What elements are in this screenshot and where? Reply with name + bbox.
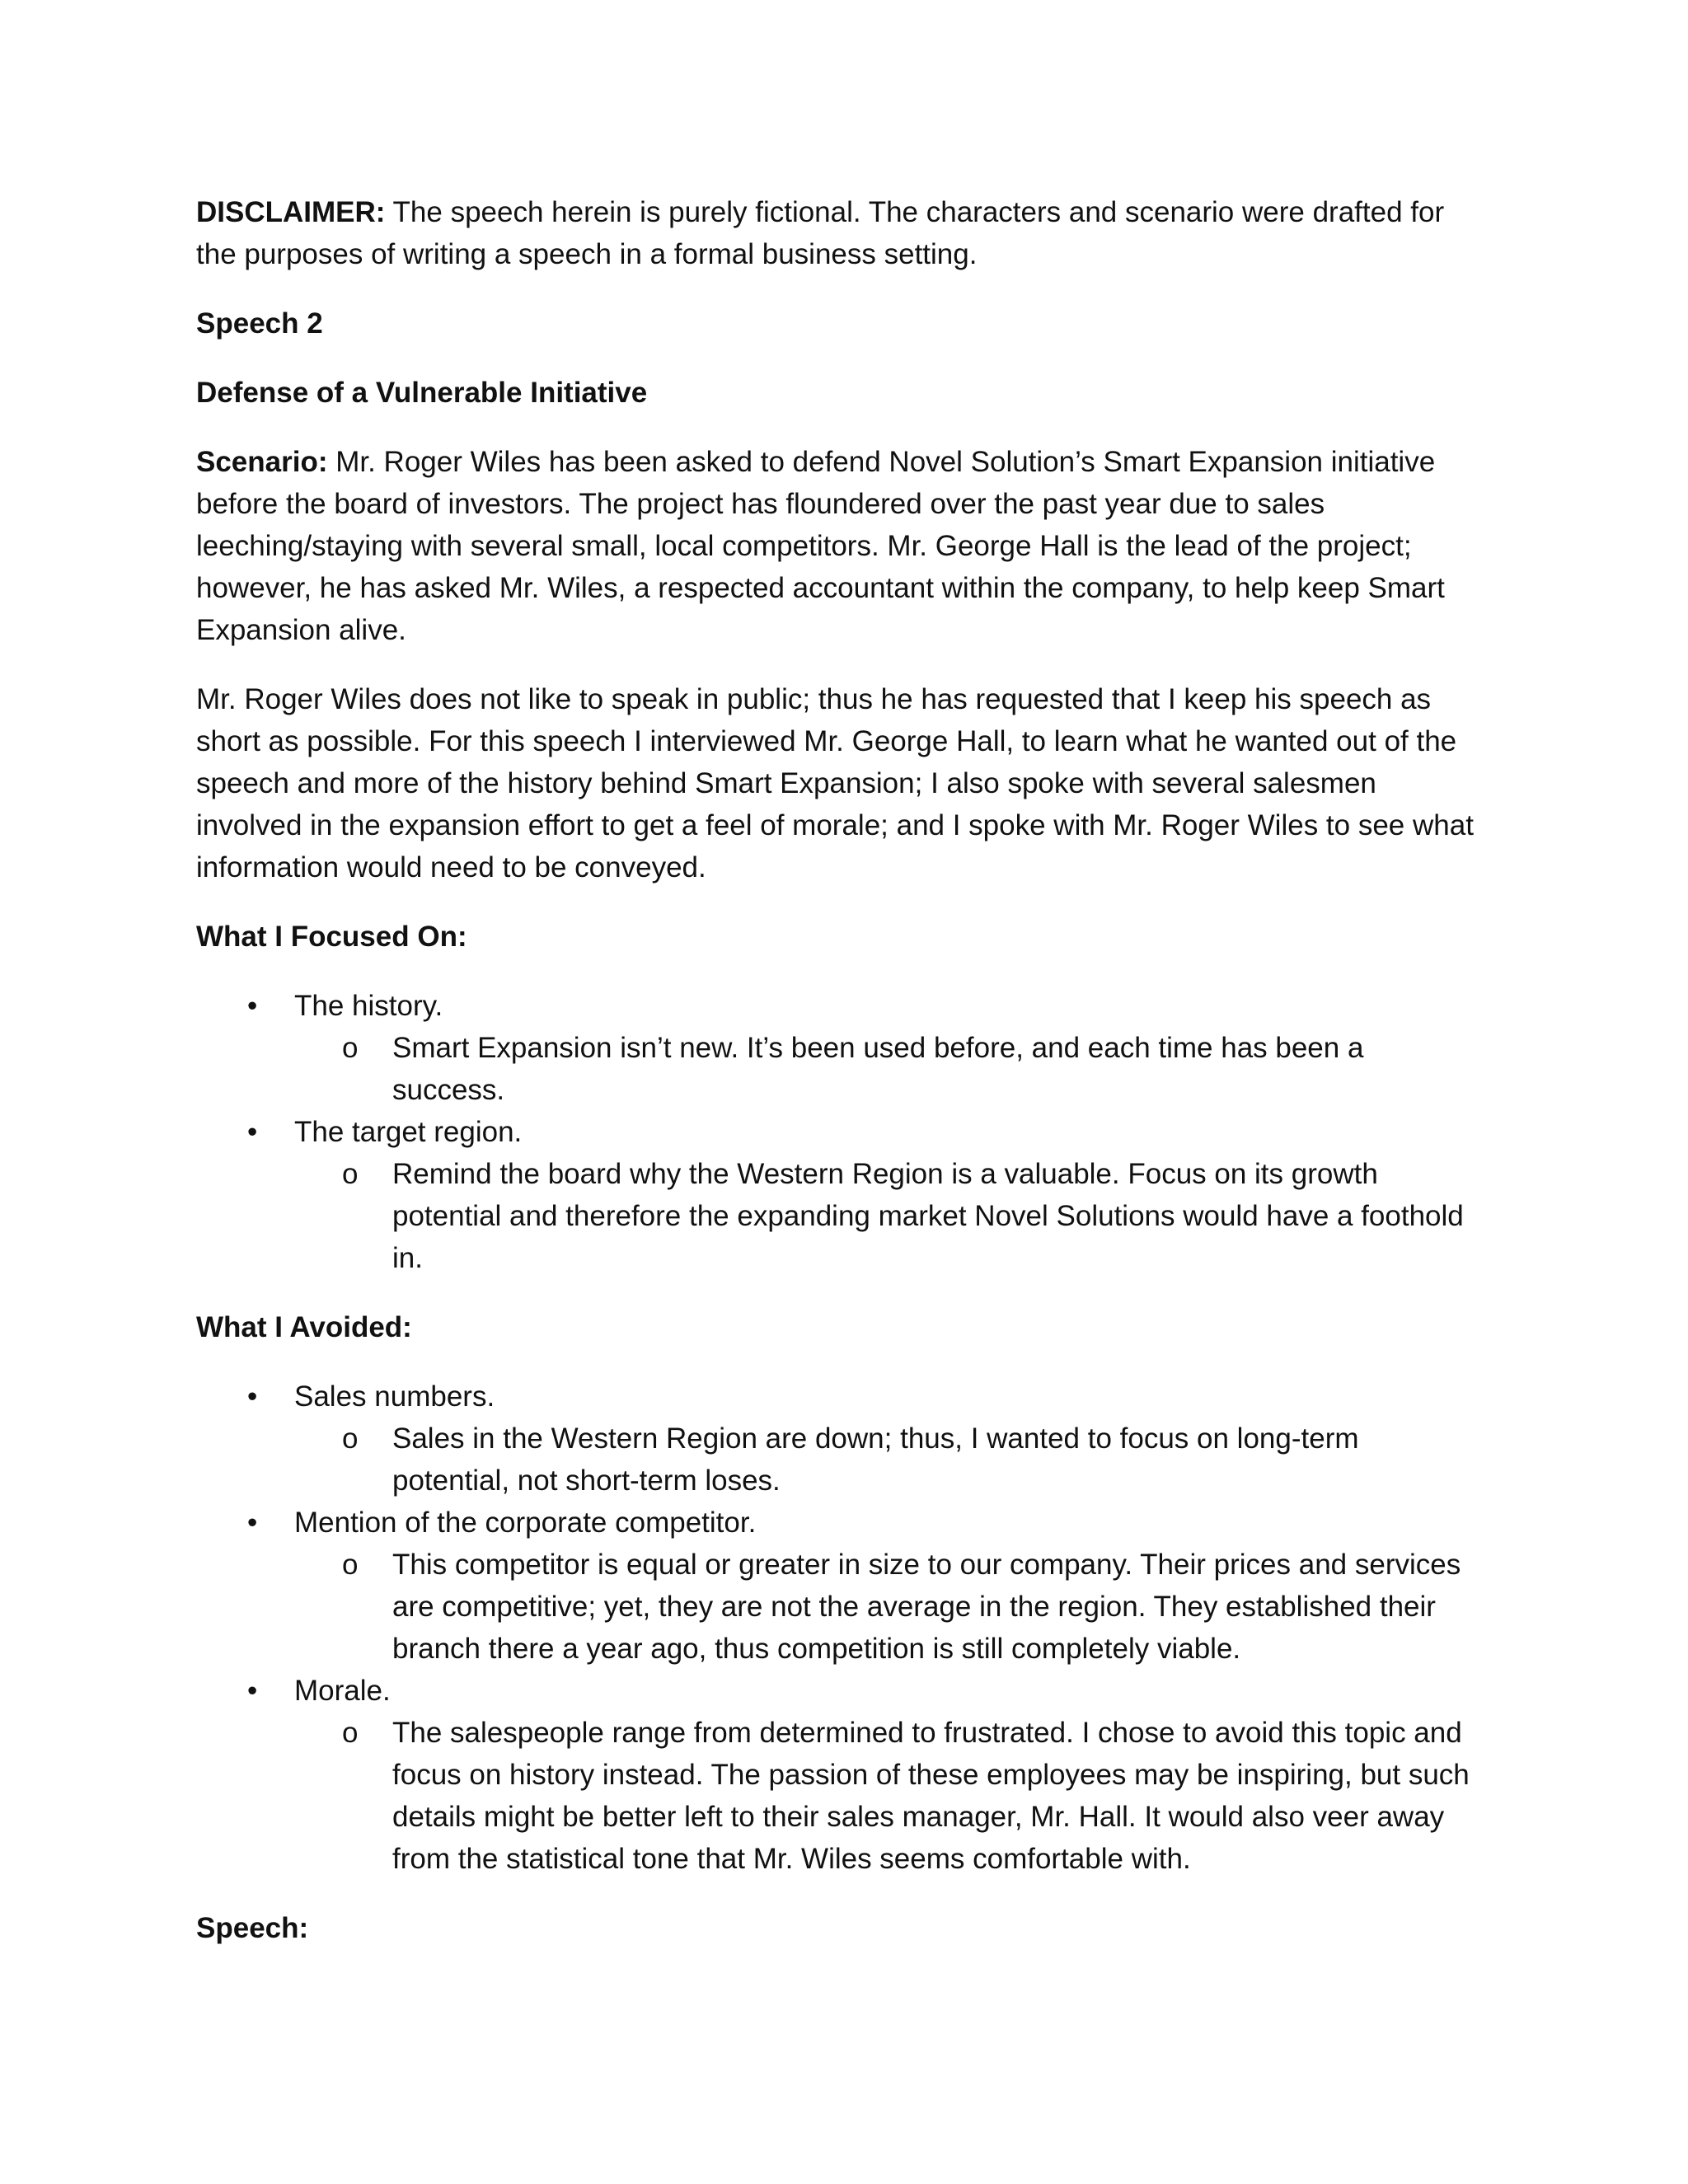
list-item xyxy=(196,1670,1482,1880)
list-item-text: The history. xyxy=(294,990,443,1022)
bullet-circle-icon: o xyxy=(342,1032,359,1064)
speech-title-heading: Defense of a Vulnerable Initiative xyxy=(196,377,648,409)
focused-heading: What I Focused On: xyxy=(196,921,467,953)
list-item-text: Sales numbers. xyxy=(294,1380,495,1413)
list-item xyxy=(196,1502,1482,1670)
sub-list-item-text: The salespeople range from determined to frustrated. I chose to avoid this topic and focus on history instead. The passion of these employees may be inspiring, but such details might be better left to their sales manager, Mr. Hall. It would also veer away from the statistical tone that Mr. Wiles seems comfortable with. xyxy=(392,1717,1470,1875)
disclaimer-paragraph xyxy=(196,191,1482,275)
bullet-dot-icon: • xyxy=(247,1507,258,1539)
disclaimer-label: DISCLAIMER: xyxy=(196,196,386,228)
bullet-dot-icon: • xyxy=(247,1675,258,1707)
bullet-dot-icon: • xyxy=(247,990,258,1022)
sub-list-item xyxy=(294,1418,1482,1502)
scenario-label: Scenario: xyxy=(196,446,328,478)
list-item-text: Morale. xyxy=(294,1675,391,1707)
intro-paragraph: Mr. Roger Wiles does not like to speak in public; thus he has requested that I keep his speech as short as possible. For this speech I interviewed Mr. George Hall, to learn what he wanted out of the speech and more of the history behind Smart Expansion; I also spoke with several salesmen involved in the expansion effort to get a feel of morale; and I spoke with Mr. Roger Wiles to see what information would need to be conveyed. xyxy=(196,683,1474,883)
speech-heading: Speech: xyxy=(196,1912,309,1944)
sub-list-item-text: Remind the board why the Western Region is a valuable. Focus on its growth potential and therefore the expanding market Novel Solutions would have a foothold in. xyxy=(392,1158,1464,1274)
sub-list xyxy=(294,1544,1482,1670)
list-item xyxy=(196,985,1482,1111)
document-body xyxy=(196,191,1482,1976)
bullet-dot-icon: • xyxy=(247,1116,258,1148)
list-item-text: The target region. xyxy=(294,1116,523,1148)
list-item xyxy=(196,1376,1482,1502)
bullet-dot-icon: • xyxy=(247,1380,258,1413)
bullet-circle-icon: o xyxy=(342,1717,359,1749)
speech-number-heading: Speech 2 xyxy=(196,307,323,340)
avoided-list xyxy=(196,1376,1482,1880)
sub-list-item-text: Sales in the Western Region are down; thus, I wanted to focus on long-term potential, not short-term loses. xyxy=(392,1422,1359,1497)
sub-list-item xyxy=(294,1712,1482,1880)
sub-list-item xyxy=(294,1153,1482,1279)
avoided-heading: What I Avoided: xyxy=(196,1311,412,1343)
list-item xyxy=(196,1111,1482,1279)
sub-list-item xyxy=(294,1027,1482,1111)
sub-list xyxy=(294,1418,1482,1502)
focused-list xyxy=(196,985,1482,1279)
disclaimer-text: The speech herein is purely fictional. The characters and scenario were drafted for the purposes of writing a speech in a formal business setting. xyxy=(196,196,1445,270)
scenario-text: Mr. Roger Wiles has been asked to defend Novel Solution’s Smart Expansion initiative before the board of investors. The project has floundered over the past year due to sales leeching/staying with several small, local competitors. Mr. George Hall is the lead of the project; however, he has asked Mr. Wiles, a respected accountant within the company, to help keep Smart Expansion alive. xyxy=(196,446,1445,646)
bullet-circle-icon: o xyxy=(342,1549,359,1581)
sub-list xyxy=(294,1027,1482,1111)
sub-list-item-text: Smart Expansion isn’t new. It’s been used before, and each time has been a success. xyxy=(392,1032,1364,1106)
sub-list-item xyxy=(294,1544,1482,1670)
bullet-circle-icon: o xyxy=(342,1158,359,1190)
sub-list-item-text: This competitor is equal or greater in size to our company. Their prices and services are competitive; yet, they are not the average in the region. They established their branch there a year ago, thus competition is still completely viable. xyxy=(392,1549,1461,1665)
list-item-text: Mention of the corporate competitor. xyxy=(294,1507,757,1539)
sub-list xyxy=(294,1712,1482,1880)
sub-list xyxy=(294,1153,1482,1279)
bullet-circle-icon: o xyxy=(342,1422,359,1455)
scenario-paragraph xyxy=(196,441,1482,651)
